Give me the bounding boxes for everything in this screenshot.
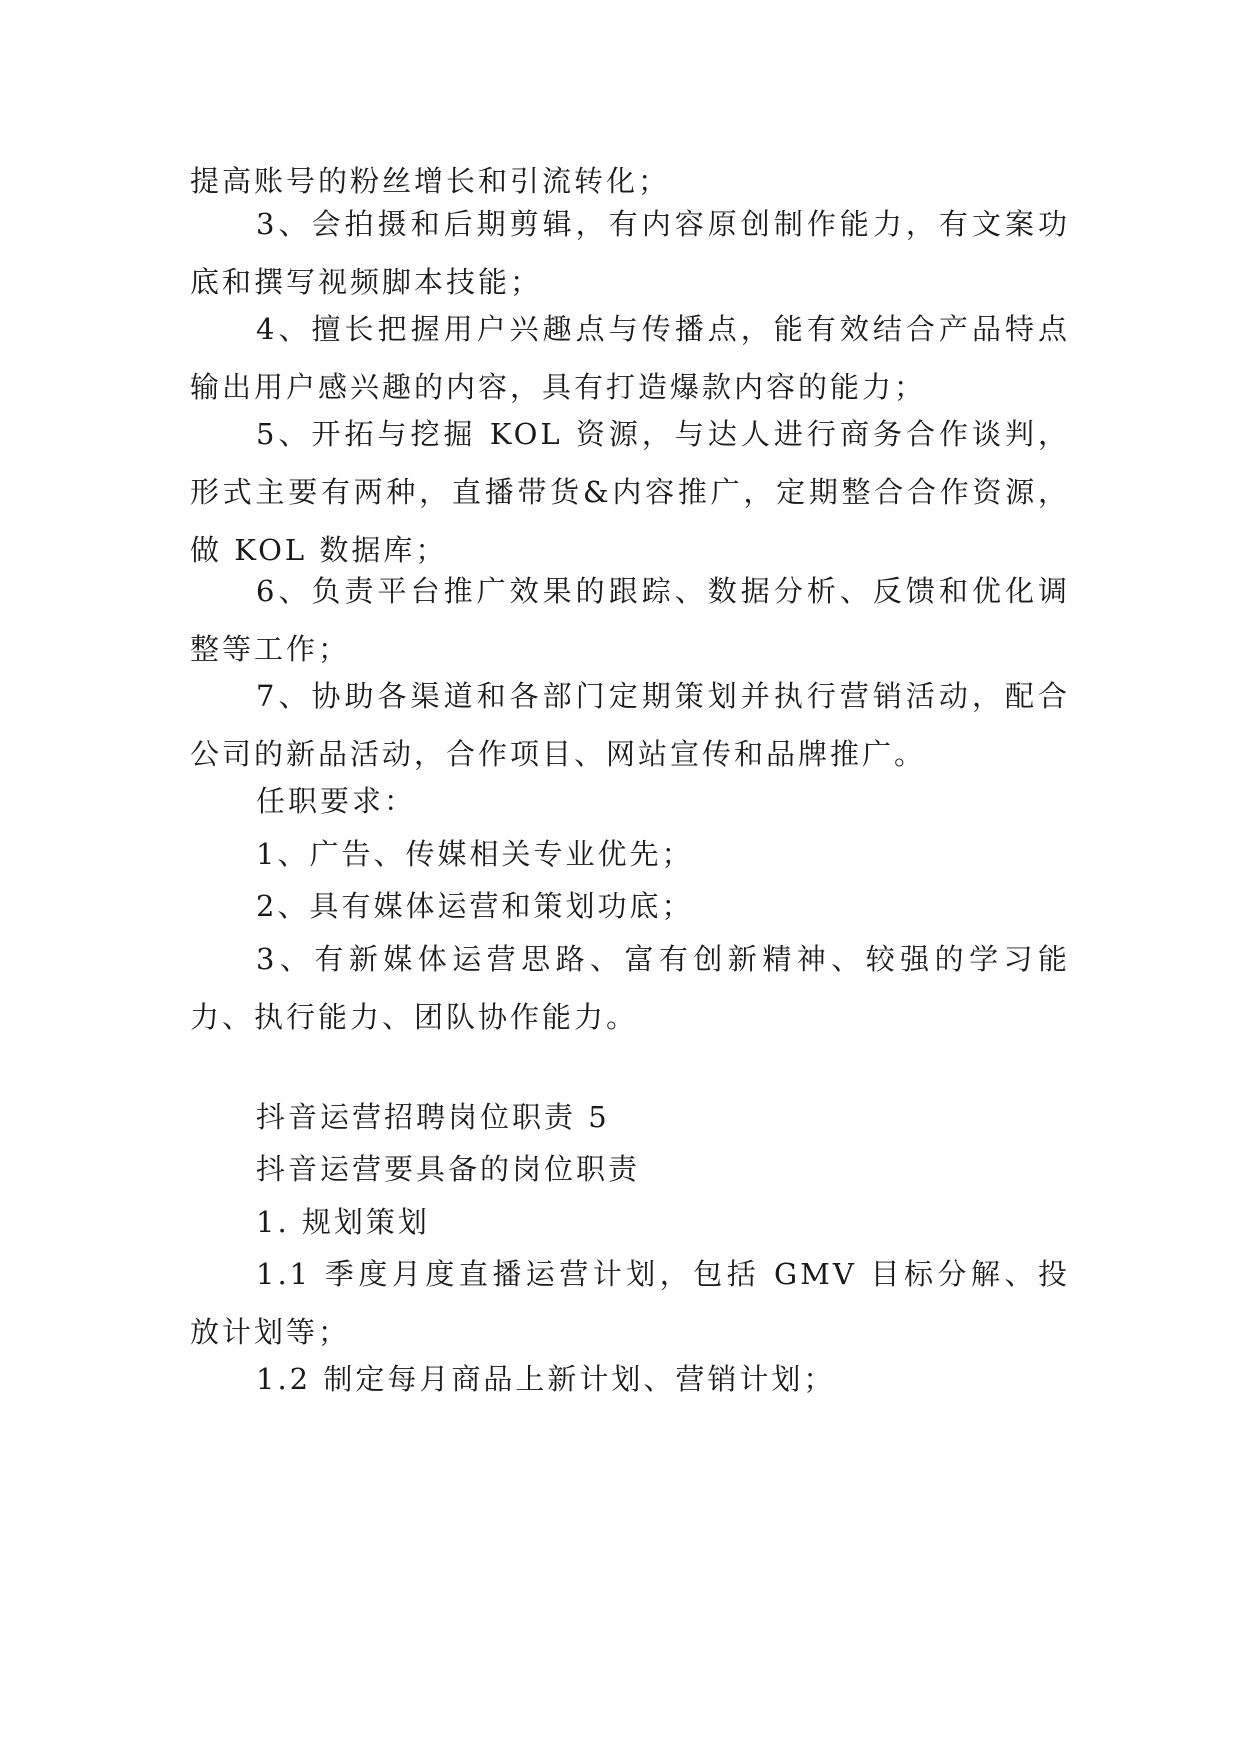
heading-requirements: 任职要求：: [256, 784, 417, 818]
section-subtitle: 抖音运营要具备的岗位职责: [256, 1152, 641, 1186]
paragraph-duty-4: 4、擅长把握用户兴趣点与传播点，能有效结合产品特点输出用户感兴趣的内容，具有打造爆款内容的能力；: [190, 312, 1070, 404]
paragraph-req-2: 2、具有媒体运营和策划功底；: [256, 889, 694, 923]
paragraph-plan-1: 1. 规划策划: [256, 1205, 430, 1239]
section-title: 抖音运营招聘岗位职责 5: [256, 1100, 610, 1134]
paragraph-continuation: 提高账号的粉丝增长和引流转化；: [190, 164, 671, 198]
paragraph-duty-3: 3、会拍摄和后期剪辑，有内容原创制作能力，有文案功底和撰写视频脚本技能；: [190, 207, 1070, 299]
paragraph-req-1: 1、广告、传媒相关专业优先；: [256, 837, 694, 871]
paragraph-plan-1-1: 1.1 季度月度直播运营计划，包括 GMV 目标分解、投放计划等；: [190, 1257, 1070, 1349]
paragraph-plan-1-2: 1.2 制定每月商品上新计划、营销计划；: [256, 1362, 836, 1396]
paragraph-duty-6: 6、负责平台推广效果的跟踪、数据分析、反馈和优化调整等工作；: [190, 574, 1070, 666]
paragraph-duty-5: 5、开拓与挖掘 KOL 资源，与达人进行商务合作谈判，形式主要有两种，直播带货&内容推广，定期整合合作资源，做 KOL 数据库；: [190, 417, 1070, 567]
paragraph-req-3: 3、有新媒体运营思路、富有创新精神、较强的学习能力、执行能力、团队协作能力。: [190, 942, 1070, 1034]
paragraph-duty-7: 7、协助各渠道和各部门定期策划并执行营销活动，配合公司的新品活动，合作项目、网站宣传和品牌推广。: [190, 679, 1070, 771]
